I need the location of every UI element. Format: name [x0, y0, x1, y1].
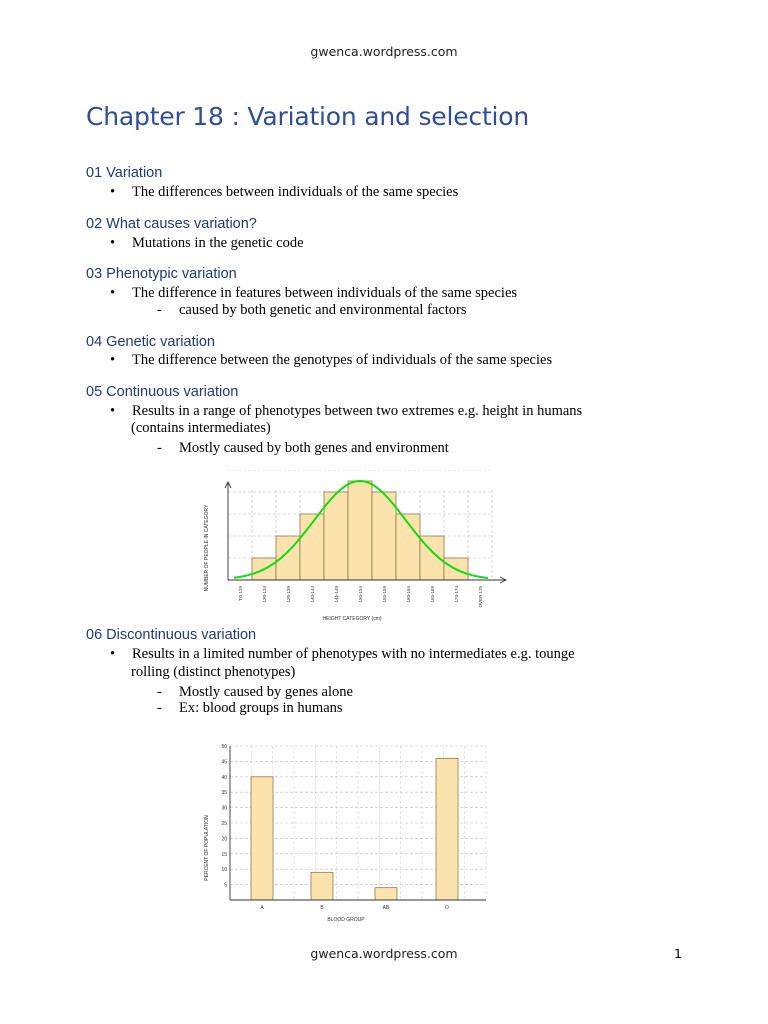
bar-145-149: [324, 492, 348, 580]
y-tick-label: 5: [224, 882, 227, 889]
y-tick-label: 20: [221, 836, 227, 843]
height-histogram-chart: [196, 470, 526, 635]
bar-AB: [375, 888, 397, 900]
bar-O: [436, 758, 458, 900]
page-number: 1: [674, 946, 682, 961]
x-tick-label: O: [445, 905, 449, 911]
y-tick-label: 45: [221, 759, 227, 766]
y-tick-label: 10: [221, 867, 227, 874]
y-tick-label: 35: [221, 790, 227, 797]
x-tick-label: 170-174: [454, 586, 459, 603]
bar-A: [251, 777, 273, 900]
bar-150-154: [348, 481, 372, 580]
x-tick-label: 135-139: [286, 586, 291, 603]
x-tick-label: 130-134: [262, 586, 267, 603]
section-heading-continuous: 05 Continuous variation: [86, 384, 239, 400]
x-tick-label: A: [260, 905, 264, 911]
x-tick-label: AB: [382, 905, 390, 911]
y-tick-label: 30: [221, 805, 227, 812]
footer-url: gwenca.wordpress.com: [310, 946, 458, 961]
x-axis-label: HEIGHT CATEGORY (cm): [322, 616, 382, 622]
page-title: Chapter 18 : Variation and selection: [86, 102, 530, 131]
bar-B: [311, 872, 333, 900]
section-heading-genetic: 04 Genetic variation: [86, 334, 215, 350]
section-heading-discontinuous: 06 Discontinuous variation: [86, 627, 257, 643]
x-tick-label: 140-144: [310, 586, 315, 603]
x-tick-label: TO 129: [238, 586, 243, 601]
height-histogram-svg: [196, 470, 526, 630]
bar-155-159: [372, 492, 396, 580]
x-tick-label: 145-149: [334, 586, 339, 603]
y-tick-label: 25: [221, 821, 227, 827]
section-heading-causes: 02 What causes variation?: [86, 216, 257, 232]
y-tick-label: 50: [221, 744, 227, 750]
x-tick-label: B: [320, 905, 324, 911]
x-tick-label: OVER 175: [478, 586, 483, 608]
y-axis-label: PERCENT OF POPULATION: [204, 815, 210, 881]
x-axis-label: BLOOD GROUP: [327, 917, 365, 923]
y-axis-label: NUMBER OF PEOPLE IN CATEGORY: [204, 504, 210, 592]
x-tick-label: 155-159: [382, 586, 387, 603]
section-heading-variation: 01 Variation: [86, 165, 163, 181]
x-tick-label: 160-164: [406, 586, 411, 603]
section-heading-phenotypic: 03 Phenotypic variation: [86, 266, 237, 282]
y-tick-label: 15: [221, 851, 227, 858]
y-tick-label: 40: [221, 774, 227, 781]
x-tick-label: 150-154: [358, 586, 363, 603]
blood-group-svg: [198, 728, 508, 928]
header-url: gwenca.wordpress.com: [310, 44, 458, 59]
blood-group-chart: [198, 728, 508, 933]
x-tick-label: 165-169: [430, 586, 435, 603]
